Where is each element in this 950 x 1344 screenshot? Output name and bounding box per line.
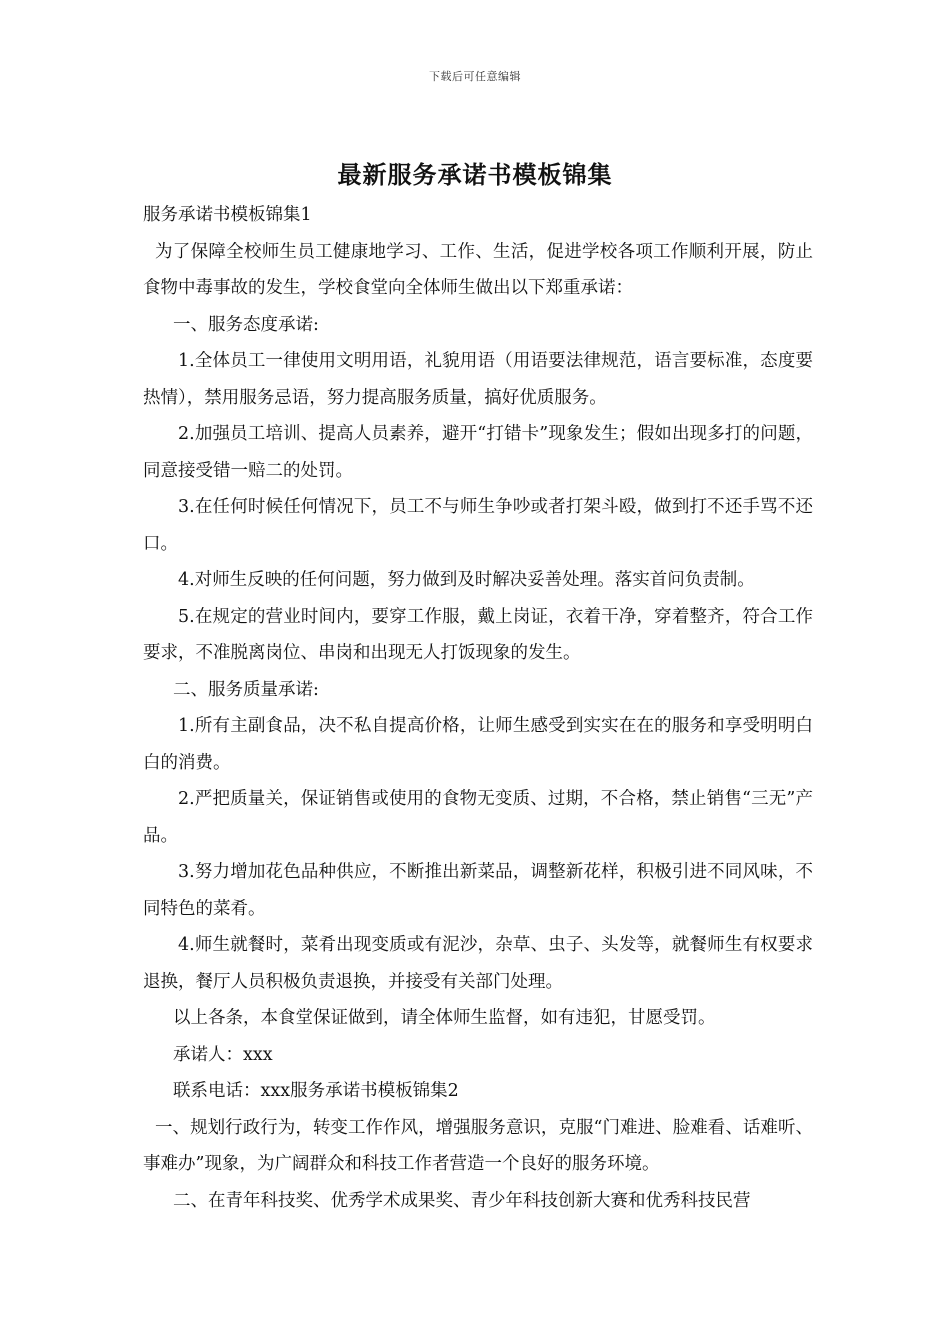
subheading-service-quality: 二、服务质量承诺:: [173, 679, 319, 700]
attitude-item-5: 5.在规定的营业时间内，要穿工作服，戴上岗证，衣着干净，穿着整齐，符合工作要求，不准脱离岗位、串岗和出现无人打饭现象的发生。: [143, 606, 813, 663]
section2-item-2: 二、在青年科技奖、优秀学术成果奖、青少年科技创新大赛和优秀科技民营: [173, 1190, 751, 1211]
section2-item-1: 一、规划行政行为，转变工作作风，增强服务意识，克服“门难进、脸难看、话难听、事难办”现象，为广阔群众和科技工作者营造一个良好的服务环境。: [143, 1117, 813, 1174]
attitude-item-3: 3.在任何时候任何情况下，员工不与师生争吵或者打架斗殴，做到打不还手骂不还口。: [143, 497, 813, 554]
attitude-item-2: 2.加强员工培训、提高人员素养，避开“打错卡”现象发生；假如出现多打的问题，同意接受错一赔二的处罚。: [143, 424, 813, 481]
document-body: [143, 197, 813, 1219]
quality-item-3: 3.努力增加花色品种供应，不断推出新菜品，调整新花样，积极引进不同风味，不同特色的菜肴。: [143, 862, 813, 919]
quality-item-1: 1.所有主副食品，决不私自提高价格，让师生感受到实实在在的服务和享受明明白白的消费。: [143, 716, 813, 773]
document-title: 最新服务承诺书模板锦集: [337, 160, 613, 189]
intro-paragraph: 为了保障全校师生员工健康地学习、工作、生活，促进学校各项工作顺利开展，防止食物中毒事故的发生，学校食堂向全体师生做出以下郑重承诺：: [143, 241, 813, 298]
contact-line: 联系电话：xxx服务承诺书模板锦集2: [173, 1081, 459, 1101]
quality-item-4: 4.师生就餐时，菜肴出现变质或有泥沙，杂草、虫子、头发等，就餐师生有权要求退换，餐厅人员积极负责退换，并接受有关部门处理。: [143, 935, 813, 992]
attitude-item-4: 4.对师生反映的任何问题，努力做到及时解决妥善处理。落实首问负责制。: [178, 570, 755, 590]
subheading-service-attitude: 一、服务态度承诺:: [173, 314, 319, 335]
closing-statement: 以上各条，本食堂保证做到，请全体师生监督，如有违犯，甘愿受罚。: [173, 1008, 716, 1028]
header-note: 下载后可任意编辑: [429, 70, 521, 83]
promisor-line: 承诺人：xxx: [173, 1044, 273, 1065]
section-heading-1: 服务承诺书模板锦集1: [143, 205, 312, 225]
attitude-item-1: 1.全体员工一律使用文明用语，礼貌用语（用语要法律规范，语言要标准，态度要热情），禁用服务忌语，努力提高服务质量，搞好优质服务。: [143, 351, 813, 408]
quality-item-2: 2.严把质量关，保证销售或使用的食物无变质、过期，不合格，禁止销售“三无”产品。: [143, 789, 813, 846]
